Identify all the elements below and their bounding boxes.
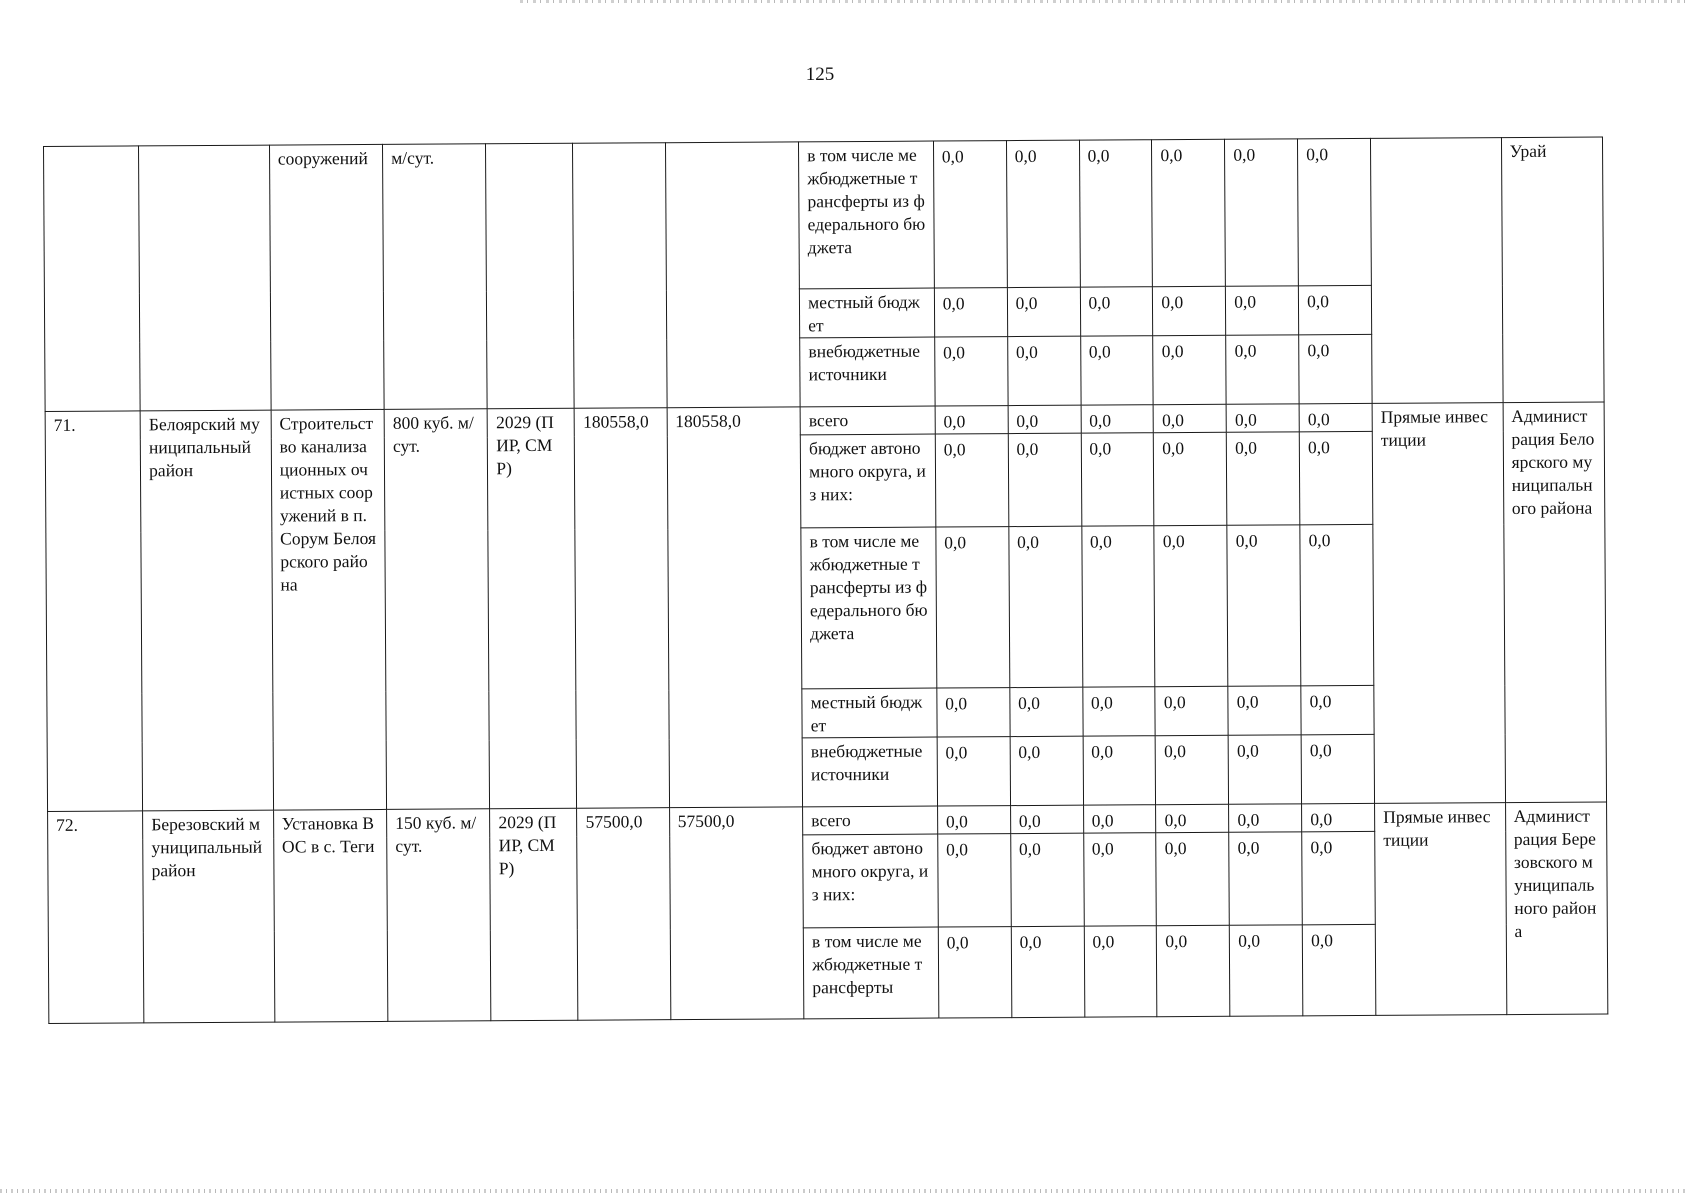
funding-source-label: всего	[803, 806, 938, 835]
value-cell: 0,0	[1229, 832, 1302, 925]
value-cell: 0,0	[1155, 686, 1228, 735]
remaining-cell: 180558,0	[667, 407, 803, 808]
value-cell: 0,0	[938, 834, 1011, 927]
value-cell: 0,0	[1081, 526, 1155, 687]
value-cell: 0,0	[1153, 335, 1226, 404]
responsible-cell: Администрация Белоярского муниципального района	[1503, 402, 1607, 803]
mechanism-cell	[1371, 138, 1503, 404]
value-cell: 0,0	[1156, 735, 1229, 804]
funding-source-label: внебюджетные источники	[800, 337, 935, 407]
table-row	[44, 137, 1604, 294]
scan-artifact-bottom	[0, 1189, 1686, 1193]
value-cell: 0,0	[1083, 736, 1156, 805]
value-cell: 0,0	[1084, 926, 1157, 1017]
value-cell: 0,0	[1156, 832, 1229, 925]
value-cell: 0,0	[937, 688, 1010, 737]
value-cell: 0,0	[1080, 336, 1153, 405]
value-cell: 0,0	[1152, 139, 1226, 286]
value-cell: 0,0	[1302, 924, 1375, 1015]
value-cell: 0,0	[1083, 833, 1156, 926]
object-cell: Установка ВОС в с. Теги	[273, 809, 388, 1022]
object-cell: Строительство канализационных очистных сооружений в п. Сорум Белоярского района	[271, 409, 387, 810]
period-cell: 2029 (ПИР, СМР)	[490, 808, 578, 1021]
funding-source-label: в том числе межбюджетные трансферты из федерального бюджета	[799, 141, 935, 289]
municipality-cell: Березовский муниципальный район	[143, 810, 275, 1023]
value-cell: 0,0	[936, 527, 1010, 688]
mechanism-cell: Прямые инвестиции	[1372, 403, 1505, 804]
value-cell: 0,0	[1008, 526, 1082, 687]
value-cell: 0,0	[1153, 286, 1226, 335]
value-cell: 0,0	[934, 288, 1007, 337]
value-cell: 0,0	[1010, 736, 1083, 805]
value-cell: 0,0	[1081, 433, 1154, 526]
value-cell: 0,0	[937, 806, 1010, 834]
value-cell: 0,0	[1008, 405, 1081, 433]
funding-source-label: в том числе межбюджетные трансферты	[803, 927, 938, 1019]
value-cell: 0,0	[1009, 687, 1082, 736]
value-cell: 0,0	[934, 337, 1007, 406]
value-cell: 0,0	[1227, 525, 1301, 686]
period-cell: 2029 (ПИР, СМР)	[487, 408, 576, 809]
value-cell: 0,0	[1226, 286, 1299, 335]
value-cell: 0,0	[1227, 432, 1300, 525]
capacity-cell: 800 куб. м/сут.	[384, 409, 490, 810]
responsible-cell: Урай	[1501, 137, 1604, 403]
funding-source-label: местный бюджет	[800, 288, 935, 338]
value-cell: 0,0	[1154, 525, 1228, 686]
value-cell: 0,0	[933, 141, 1007, 288]
value-cell: 0,0	[1302, 831, 1375, 924]
value-cell: 0,0	[1010, 833, 1083, 926]
scan-artifact-top	[520, 0, 1686, 3]
responsible-cell: Администрация Березовского муниципального района	[1505, 802, 1608, 1015]
funding-source-label: бюджет автономного округа, из них:	[803, 834, 938, 928]
value-cell: 0,0	[1083, 805, 1156, 833]
value-cell: 0,0	[1154, 432, 1227, 525]
value-cell: 0,0	[1226, 335, 1299, 404]
value-cell: 0,0	[1302, 803, 1375, 831]
mechanism-cell: Прямые инвестиции	[1375, 803, 1507, 1016]
period-cell	[486, 143, 575, 409]
value-cell: 0,0	[1300, 524, 1374, 685]
cost-cell: 57500,0	[577, 808, 670, 1021]
value-cell: 0,0	[1228, 686, 1301, 735]
value-cell: 0,0	[1228, 735, 1301, 804]
number-cell	[44, 146, 141, 412]
value-cell: 0,0	[1080, 287, 1153, 336]
value-cell: 0,0	[1301, 734, 1374, 803]
value-cell: 0,0	[1299, 285, 1372, 334]
investment-table	[43, 136, 1608, 1024]
value-cell: 0,0	[1007, 336, 1080, 405]
value-cell: 0,0	[1299, 334, 1372, 403]
funding-source-label: всего	[800, 406, 935, 435]
page-number: 125	[805, 64, 835, 85]
municipality-cell	[139, 145, 271, 411]
value-cell: 0,0	[1157, 925, 1230, 1016]
funding-source-label: местный бюджет	[802, 688, 937, 738]
remaining-cell: 57500,0	[669, 807, 804, 1020]
capacity-cell: 150 куб. м/сут.	[387, 809, 492, 1022]
cost-cell	[573, 143, 667, 409]
value-cell: 0,0	[1225, 139, 1299, 286]
value-cell: 0,0	[1156, 804, 1229, 832]
value-cell: 0,0	[1010, 805, 1083, 833]
value-cell: 0,0	[1011, 926, 1084, 1017]
cost-cell: 180558,0	[575, 408, 670, 809]
value-cell: 0,0	[1226, 404, 1299, 432]
funding-source-label: внебюджетные источники	[802, 737, 937, 807]
municipality-cell: Белоярский муниципальный район	[140, 410, 273, 811]
value-cell: 0,0	[1082, 687, 1155, 736]
value-cell: 0,0	[1007, 287, 1080, 336]
object-cell: сооружений	[269, 144, 384, 410]
value-cell: 0,0	[935, 434, 1008, 527]
value-cell: 0,0	[1006, 140, 1080, 287]
value-cell: 0,0	[935, 406, 1008, 434]
value-cell: 0,0	[1229, 804, 1302, 832]
value-cell: 0,0	[1154, 404, 1227, 432]
capacity-cell: м/сут.	[383, 144, 488, 410]
value-cell: 0,0	[1301, 685, 1374, 734]
value-cell: 0,0	[1079, 140, 1153, 287]
value-cell: 0,0	[937, 737, 1010, 806]
value-cell: 0,0	[938, 927, 1011, 1018]
funding-source-label: бюджет автономного округа, из них:	[800, 434, 935, 528]
remaining-cell	[665, 142, 800, 408]
value-cell: 0,0	[1081, 405, 1154, 433]
value-cell: 0,0	[1298, 138, 1372, 285]
value-cell: 0,0	[1299, 431, 1372, 524]
value-cell: 0,0	[1299, 403, 1372, 431]
number-cell: 72.	[48, 811, 144, 1024]
number-cell: 71.	[45, 411, 143, 812]
value-cell: 0,0	[1230, 925, 1303, 1016]
funding-source-label: в том числе межбюджетные трансферты из федерального бюджета	[801, 527, 937, 689]
value-cell: 0,0	[1008, 433, 1081, 526]
